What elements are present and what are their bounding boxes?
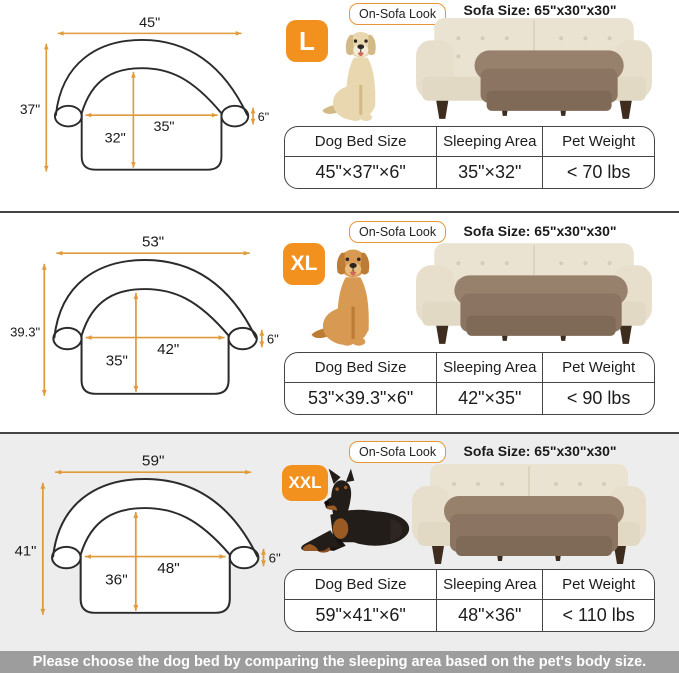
sofa-with-bed-illustration	[404, 460, 654, 566]
size-badge-xl: XL	[283, 243, 325, 285]
section-size-xxl	[0, 432, 679, 651]
section-size-xl	[0, 211, 679, 432]
section-size-l	[0, 0, 679, 211]
header-sleeping-area: Sleeping Area	[436, 353, 543, 382]
dim-thickness	[261, 549, 281, 566]
header-sleeping-area: Sleeping Area	[436, 570, 543, 599]
header-pet-weight: Pet Weight	[562, 133, 636, 150]
dim-sleep-height-label: 36"	[105, 572, 128, 589]
dim-width	[58, 15, 242, 36]
dim-thickness	[259, 330, 279, 347]
dim-height-label: 39.3"	[10, 324, 41, 340]
sofa-with-bed-illustration	[408, 239, 660, 346]
header-sleeping-area: Sleeping Area	[436, 127, 543, 156]
labrador-dog-illustration	[318, 26, 396, 124]
cell-pet-weight: < 70 lbs	[566, 162, 631, 182]
table-header-row	[285, 570, 654, 600]
dim-thickness-label: 6"	[257, 109, 270, 124]
dim-height	[15, 483, 46, 615]
bed-dimension-diagram	[4, 227, 286, 421]
dim-width-label: 53"	[141, 234, 165, 251]
header-bed-size: Dog Bed Size	[314, 359, 407, 376]
size-badge-xxl: XXL	[282, 465, 328, 501]
size-table	[284, 352, 655, 415]
bed-on-sofa	[454, 275, 627, 335]
cell-pet-weight: < 90 lbs	[566, 388, 631, 408]
size-badge-l: L	[286, 20, 328, 62]
cell-sleeping-area: 35"×32"	[436, 157, 543, 188]
bed-on-sofa	[444, 496, 624, 556]
sofa-size-text: Sofa Size: 65"x30"x30"	[463, 443, 617, 459]
bed-on-sofa	[475, 50, 624, 110]
table-value-row	[285, 600, 654, 631]
bed-dimension-diagram	[2, 446, 288, 640]
dim-thickness-label: 6"	[266, 331, 279, 347]
golden-retriever-dog-illustration	[306, 243, 392, 349]
table-value-row	[285, 157, 654, 188]
on-sofa-look-label: On-Sofa Look	[349, 221, 446, 243]
sofa-size-text: Sofa Size: 65"x30"x30"	[463, 223, 617, 239]
cell-sleeping-area: 48"×36"	[436, 600, 543, 631]
sofa-with-bed-illustration	[408, 14, 660, 121]
dim-sleep-width-label: 42"	[157, 342, 180, 358]
dim-height-label: 37"	[19, 102, 41, 118]
dim-width-label: 45"	[139, 14, 161, 31]
dim-sleep-width-label: 48"	[157, 560, 180, 577]
dim-height	[20, 44, 49, 172]
cell-pet-weight: < 110 lbs	[562, 605, 635, 625]
table-header-row	[285, 127, 654, 157]
header-bed-size: Dog Bed Size	[314, 133, 407, 150]
dim-sleep-height-label: 35"	[105, 353, 128, 370]
dim-height-label: 41"	[14, 543, 37, 560]
header-pet-weight: Pet Weight	[562, 359, 636, 376]
dim-sleep-height-label: 32"	[104, 130, 126, 147]
bed-dimension-diagram	[8, 8, 276, 196]
sofa-size-text: Sofa Size: 65"x30"x30"	[463, 2, 617, 18]
on-sofa-look-label: On-Sofa Look	[349, 3, 446, 25]
table-header-row	[285, 353, 654, 383]
dim-height	[10, 264, 47, 396]
footer-note: Please choose the dog bed by comparing the sleeping area based on the pet's body size.	[0, 651, 679, 673]
cell-bed-size: 45"×37"×6"	[315, 162, 406, 182]
header-bed-size: Dog Bed Size	[314, 576, 407, 593]
dim-width	[56, 235, 249, 256]
dim-thickness-label: 6"	[268, 550, 281, 566]
cell-bed-size: 59"×41"×6"	[315, 605, 406, 625]
header-pet-weight: Pet Weight	[562, 576, 636, 593]
cell-sleeping-area: 42"×35"	[436, 383, 543, 414]
cell-bed-size: 53"×39.3"×6"	[308, 388, 414, 408]
doberman-dog-illustration	[296, 466, 416, 562]
size-table	[284, 126, 655, 189]
dim-width	[55, 453, 251, 475]
size-table	[284, 569, 655, 632]
on-sofa-look-label: On-Sofa Look	[349, 441, 446, 463]
table-value-row	[285, 383, 654, 414]
dim-sleep-width-label: 35"	[153, 119, 175, 136]
dim-thickness	[251, 108, 269, 125]
dim-width-label: 59"	[141, 452, 165, 470]
